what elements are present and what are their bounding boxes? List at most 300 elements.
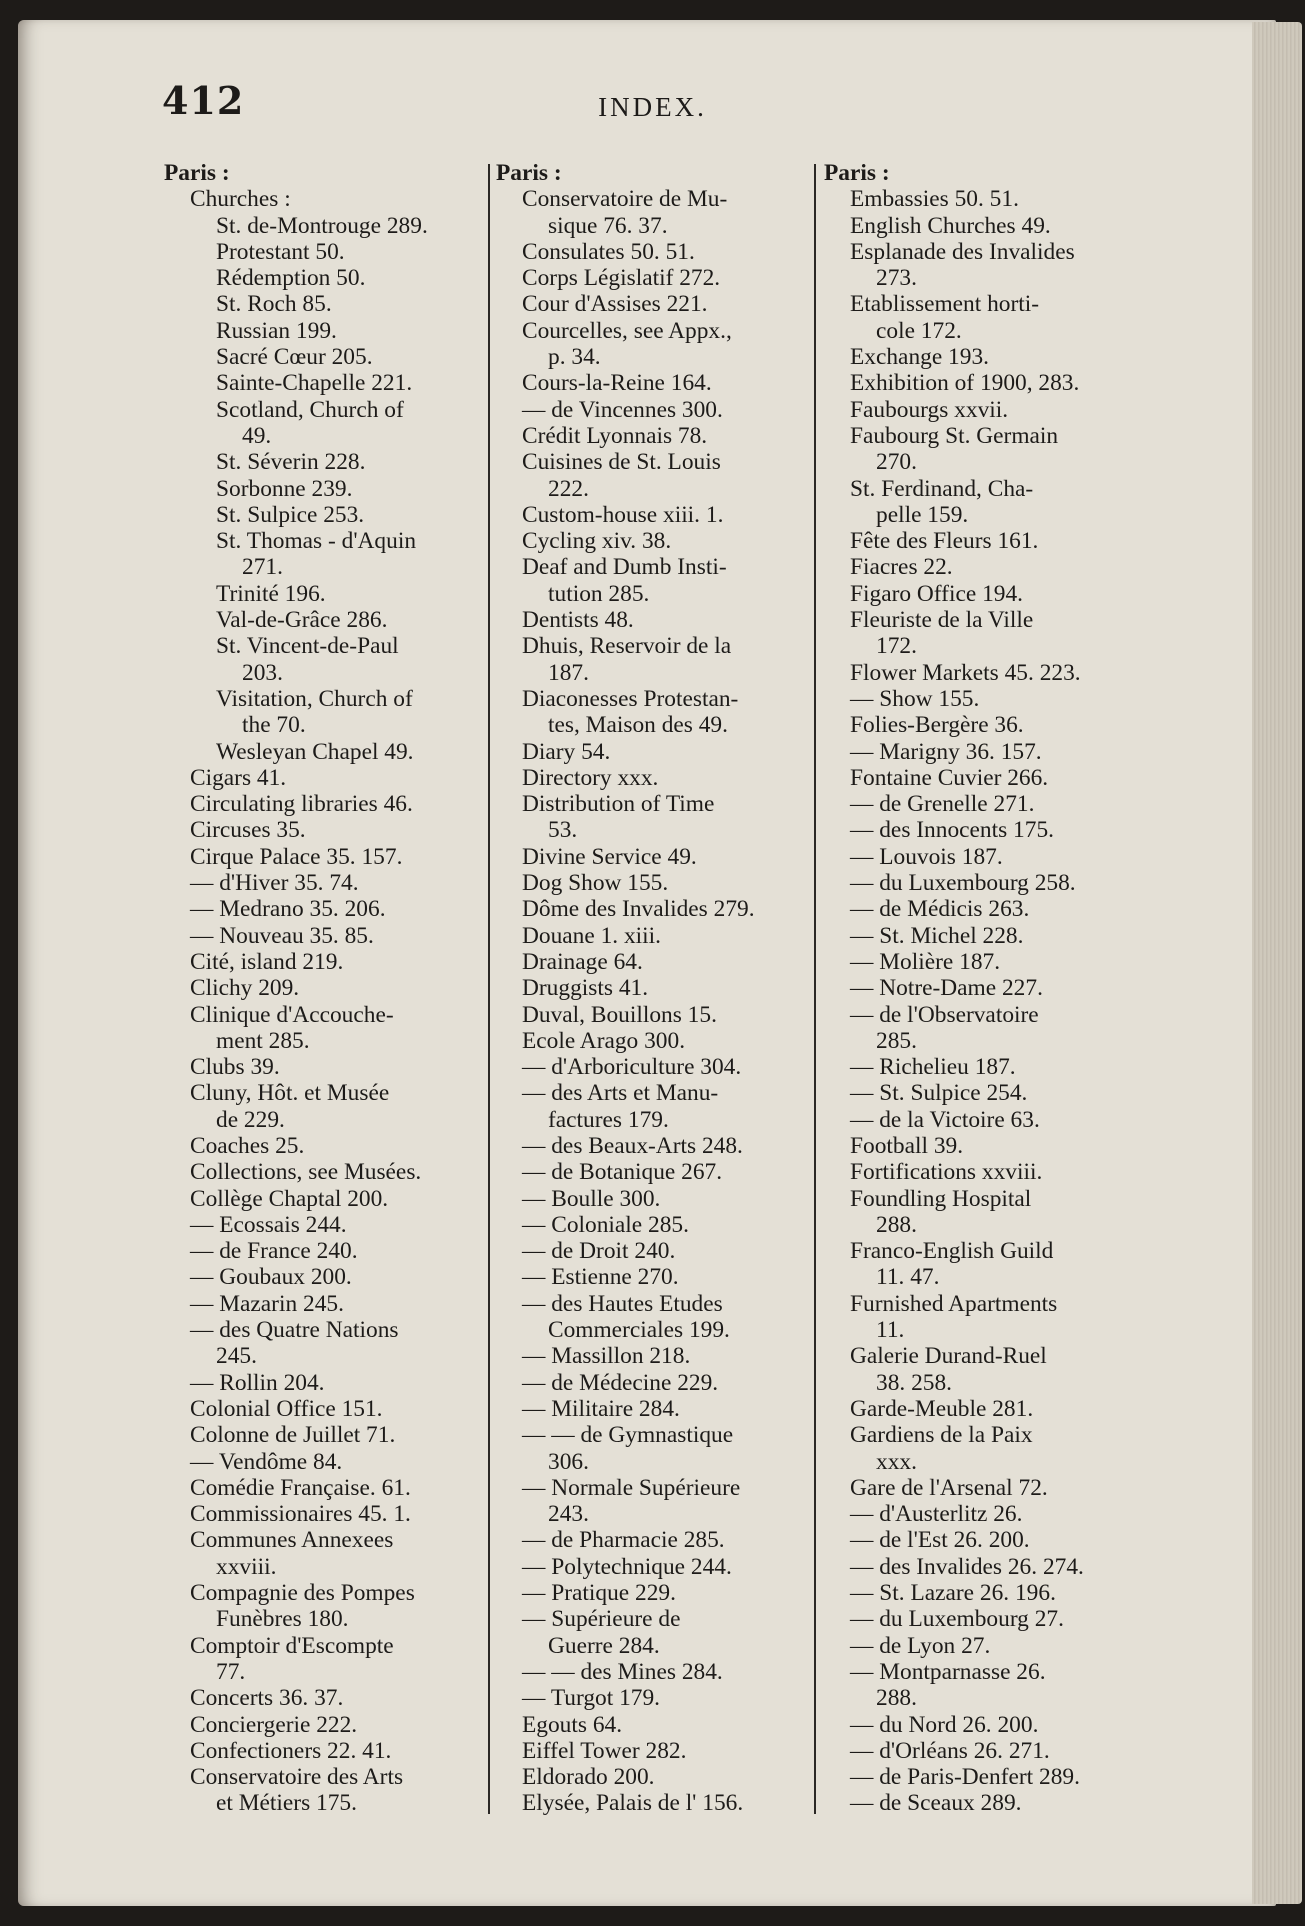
entry-line: — Marigny 36. 157. [850,738,1042,765]
entry-line: Cours-la-Reine 164. [522,370,712,397]
index-entry [494,607,824,633]
index-entry [162,817,492,843]
index-entry [162,896,492,922]
index-entry [494,1291,824,1344]
entry-line: Douane 1. xiii. [522,922,662,949]
index-entry [494,1186,824,1212]
entry-line: — Montparnasse 26. [850,1658,1046,1685]
index-entry [822,1659,1152,1712]
entry-line: Egouts 64. [522,1711,623,1738]
index-entry [494,791,824,844]
entry-line: — du Luxembourg 27. [850,1606,1064,1633]
index-entry [494,1764,824,1790]
index-entry [494,265,824,291]
index-entry [822,1790,1152,1816]
entry-line: St. Thomas - d'Aquin [216,528,417,555]
index-entry [162,1264,492,1290]
entry-continuation: 49. [242,422,272,449]
index-entry [162,476,492,502]
entry-line: — Notre-Dame 227. [850,975,1043,1002]
index-entry [494,239,824,265]
entry-line: — Mazarin 245. [190,1290,344,1317]
index-entry [162,1712,492,1738]
index-entry [162,1475,492,1501]
index-entry [162,502,492,528]
column-heading: Paris : [164,160,230,186]
entry-line: — de France 240. [190,1238,358,1265]
entry-line: St. Sulpice 253. [216,501,365,528]
entry-continuation: tes, Maison des 49. [548,712,728,739]
entry-line: Flower Markets 45. 223. [850,659,1081,686]
entry-line: Val-de-Grâce 286. [216,607,388,634]
index-entry [822,1054,1152,1080]
index-entry [822,1606,1152,1632]
index-entry [822,1475,1152,1501]
index-entry [162,1080,492,1133]
index-entry [822,423,1152,476]
entry-line: — de Botanique 267. [522,1159,723,1186]
entry-line: — — de Gymnastique [522,1422,734,1449]
entry-line: Coaches 25. [190,1132,305,1159]
entry-line: — Goubaux 200. [190,1264,352,1291]
entry-line: — de Pharmacie 285. [522,1527,725,1554]
index-entry [162,1685,492,1711]
entry-continuation: sique 76. 37. [548,212,668,239]
index-entry [494,1606,824,1659]
index-entry [822,1712,1152,1738]
index-entry [162,1212,492,1238]
index-entry [162,1764,492,1817]
entry-line: Deaf and Dumb Insti- [522,554,727,581]
entry-continuation: 245. [216,1343,257,1370]
entry-line: Dog Show 155. [522,870,669,897]
entry-line: Dhuis, Reservoir de la [522,633,732,660]
index-entry [822,1186,1152,1239]
entry-line: — de Médecine 229. [522,1369,719,1396]
index-entry [822,870,1152,896]
index-entry [494,1264,824,1290]
entry-line: Comédie Française. 61. [190,1474,411,1501]
index-entry [162,791,492,817]
index-entry [494,739,824,765]
entry-line: St. Séverin 228. [216,449,366,476]
index-entry [822,213,1152,239]
entry-continuation: de 229. [216,1106,285,1133]
entry-line: — St. Lazare 26. 196. [850,1580,1056,1607]
entry-continuation: Commerciales 199. [548,1317,730,1344]
index-entry [494,1422,824,1475]
index-entry [162,1054,492,1080]
index-entry [822,344,1152,370]
entry-line: Dôme des Invalides 279. [522,896,755,923]
entry-line: Sainte-Chapelle 221. [216,370,413,397]
column-rule [814,164,816,1814]
index-entry [162,1527,492,1580]
index-entry [822,581,1152,607]
index-entry [822,1554,1152,1580]
index-entry [822,1501,1152,1527]
index-entry [162,633,492,686]
index-entry [822,1527,1152,1553]
index-entry [822,817,1152,843]
index-entry [162,397,492,450]
index-entry [494,975,824,1001]
entry-continuation: 273. [876,265,917,292]
entry-continuation: 187. [548,659,589,686]
entry-line: Exhibition of 1900, 283. [850,370,1080,397]
entry-line: — de la Victoire 63. [850,1106,1040,1133]
index-entry [162,975,492,1001]
index-entry [494,502,824,528]
index-entry [162,949,492,975]
entry-line: — des Invalides 26. 274. [850,1553,1084,1580]
entry-continuation: 172. [876,633,917,660]
entry-line: Furnished Apartments [850,1290,1058,1317]
index-entry [822,1107,1152,1133]
index-entry [494,291,824,317]
index-entry [822,528,1152,554]
index-entry [162,1238,492,1264]
entry-line: — St. Sulpice 254. [850,1080,1028,1107]
index-entry [162,1449,492,1475]
entry-line: — Molière 187. [850,948,1001,975]
entry-line: Cigars 41. [190,764,287,791]
entry-line: Circulating libraries 46. [190,791,413,818]
index-entry [822,1002,1152,1055]
entry-line: Fiacres 22. [850,554,953,581]
entry-line: Fête des Fleurs 161. [850,528,1039,555]
entry-line: Football 39. [850,1132,964,1159]
entry-line: Cycling xiv. 38. [522,528,672,555]
index-column-3 [822,160,1152,1817]
entry-line: Sacré Cœur 205. [216,344,373,371]
index-entry [162,344,492,370]
entry-continuation: tution 285. [548,580,650,607]
entry-line: Embassies 50. 51. [850,186,1019,213]
index-entry [822,712,1152,738]
index-entry [822,765,1152,791]
index-column-1 [162,160,492,1817]
entry-line: Conciergerie 222. [190,1711,358,1738]
index-entry [822,1343,1152,1396]
index-entry [162,1291,492,1317]
entry-continuation: 288. [876,1685,917,1712]
entry-line: Dentists 48. [522,607,634,634]
entry-line: — du Nord 26. 200. [850,1711,1039,1738]
entry-line: — Vendôme 84. [190,1448,343,1475]
index-entry [494,633,824,686]
entry-line: — Show 155. [850,685,980,712]
entry-line: Folies-Bergère 36. [850,712,1024,739]
index-entry [822,476,1152,529]
index-entry [494,844,824,870]
index-entry [162,291,492,317]
entry-line: Churches : [190,186,291,213]
index-entry [822,1764,1152,1790]
entry-line: — Turgot 179. [522,1685,661,1712]
entry-continuation: 53. [548,817,578,844]
index-entry [162,528,492,581]
entry-line: Collège Chaptal 200. [190,1185,389,1212]
index-entry [162,370,492,396]
entry-continuation: 11. [876,1317,905,1344]
index-entry [822,1738,1152,1764]
entry-line: — Normale Supérieure [522,1474,741,1501]
entry-line: — de Sceaux 289. [850,1790,1022,1817]
entry-line: Drainage 64. [522,948,643,975]
entry-line: — d'Orléans 26. 271. [850,1737,1050,1764]
entry-line: Eiffel Tower 282. [522,1737,687,1764]
entry-line: Fleuriste de la Ville [850,607,1034,634]
index-entry [494,896,824,922]
index-entry [162,1002,492,1055]
index-entry [494,449,824,502]
index-entry [162,1370,492,1396]
entry-line: Conservatoire de Mu- [522,186,728,213]
entry-continuation: p. 34. [548,344,601,371]
index-entry [822,554,1152,580]
entry-continuation: ment 285. [216,1027,310,1054]
entry-line: Confectioners 22. 41. [190,1737,392,1764]
column-heading: Paris : [496,160,562,186]
index-entry [822,186,1152,212]
index-entry [162,1159,492,1185]
index-entry [494,1580,824,1606]
entry-continuation: 38. 258. [876,1369,953,1396]
index-column-2 [494,160,824,1817]
entry-line: Cirque Palace 35. 157. [190,843,403,870]
entry-line: Figaro Office 194. [850,580,1024,607]
entry-line: — de Vincennes 300. [522,396,723,423]
entry-line: — des Quatre Nations [190,1317,399,1344]
entry-line: — Supérieure de [522,1606,681,1633]
index-entry [822,1080,1152,1106]
entry-line: English Churches 49. [850,212,1051,239]
entry-line: Divine Service 49. [522,843,697,870]
entry-continuation: 243. [548,1501,589,1528]
index-entry [162,581,492,607]
index-entry [494,1396,824,1422]
index-entry [494,1002,824,1028]
entry-line: Colonial Office 151. [190,1395,383,1422]
entry-line: Clubs 39. [190,1054,280,1081]
index-entry [494,370,824,396]
entry-line: — de l'Est 26. 200. [850,1527,1030,1554]
index-entry [822,1633,1152,1659]
index-entry [822,660,1152,686]
entry-line: St. Vincent-de-Paul [216,633,399,660]
index-entry [162,318,492,344]
entry-line: Clinique d'Accouche- [190,1001,394,1028]
entry-line: Cité, island 219. [190,948,344,975]
entry-line: — Rollin 204. [190,1369,325,1396]
entry-line: Corps Législatif 272. [522,265,721,292]
entry-continuation: xxviii. [216,1553,277,1580]
index-entry [822,397,1152,423]
entry-line: St. de-Montrouge 289. [216,212,428,239]
index-entry [494,1080,824,1133]
index-entry [494,1738,824,1764]
entry-line: Circuses 35. [190,817,306,844]
index-entry [494,1527,824,1553]
entry-line: Russian 199. [216,317,337,344]
entry-line: Druggists 41. [522,975,649,1002]
entry-line: Cour d'Assises 221. [522,291,708,318]
entry-line: Gare de l'Arsenal 72. [850,1474,1048,1501]
entry-continuation: pelle 159. [876,501,969,528]
page-number: 412 [162,78,245,123]
entry-continuation: 222. [548,475,589,502]
index-entry [494,1159,824,1185]
entry-line: Diary 54. [522,738,611,765]
entry-line: Cuisines de St. Louis [522,449,721,476]
index-entry [162,844,492,870]
index-entry [494,686,824,739]
index-entry [822,896,1152,922]
running-head: INDEX. [598,92,707,122]
index-entry [494,1712,824,1738]
entry-continuation: 11. 47. [876,1264,940,1291]
entry-continuation: the 70. [242,712,306,739]
entry-line: Gardiens de la Paix [850,1422,1033,1449]
entry-line: Concerts 36. 37. [190,1685,344,1712]
entry-continuation: 288. [876,1211,917,1238]
index-entry [162,1133,492,1159]
index-entry [162,1396,492,1422]
index-entry [494,1343,824,1369]
index-entry [822,1422,1152,1475]
entry-line: Eldorado 200. [522,1764,655,1791]
entry-line: Etablissement horti- [850,291,1040,318]
entry-line: Distribution of Time [522,791,715,818]
index-entry [162,923,492,949]
index-entry [162,186,492,212]
entry-line: Colonne de Juillet 71. [190,1422,396,1449]
entry-line: Foundling Hospital [850,1185,1032,1212]
entry-line: — de Droit 240. [522,1238,676,1265]
index-entry [162,1501,492,1527]
index-entry [822,370,1152,396]
index-entry [494,870,824,896]
entry-line: Custom-house xiii. 1. [522,501,724,528]
entry-line: Franco-English Guild [850,1238,1054,1265]
entry-line: Elysée, Palais de l' 156. [522,1790,744,1817]
entry-continuation: factures 179. [548,1106,669,1133]
entry-line: — de Lyon 27. [850,1632,991,1659]
index-entry [494,397,824,423]
index-entry [494,1659,824,1685]
index-entry [822,923,1152,949]
index-entry [494,318,824,371]
entry-continuation: 77. [216,1658,246,1685]
index-entry [162,213,492,239]
entry-line: Exchange 193. [850,344,989,371]
index-entry [822,1238,1152,1291]
entry-line: — St. Michel 228. [850,922,1024,949]
entry-line: — de l'Observatoire [850,1001,1039,1028]
index-entry [494,423,824,449]
entry-line: — d'Arboriculture 304. [522,1054,742,1081]
index-entry [494,1054,824,1080]
entry-line: — de Grenelle 271. [850,791,1035,818]
index-entry [494,528,824,554]
entry-continuation: 203. [242,659,283,686]
index-entry [162,1422,492,1448]
entry-line: Consulates 50. 51. [522,238,695,265]
index-entry [162,265,492,291]
index-entry [494,765,824,791]
index-entry [494,923,824,949]
entry-line: Conservatoire des Arts [190,1764,404,1791]
entry-line: Protestant 50. [216,238,345,265]
index-entry [822,739,1152,765]
index-entry [822,686,1152,712]
entry-line: Visitation, Church of [216,685,413,712]
index-entry [494,1212,824,1238]
index-entry [494,1475,824,1528]
entry-line: — Medrano 35. 206. [190,896,386,923]
entry-continuation: 285. [876,1027,917,1054]
index-entry [822,1159,1152,1185]
entry-line: Rédemption 50. [216,265,366,292]
index-entry [162,1317,492,1370]
index-entry [494,1238,824,1264]
entry-line: — Massillon 218. [522,1343,691,1370]
entry-line: St. Ferdinand, Cha- [850,475,1034,502]
index-entry [494,186,824,239]
index-entry [822,239,1152,292]
index-entry [162,870,492,896]
index-entry [494,1028,824,1054]
index-entry [822,791,1152,817]
entry-line: — des Hautes Etudes [522,1290,723,1317]
index-entry [162,765,492,791]
entry-line: — Boulle 300. [522,1185,661,1212]
entry-continuation: Funèbres 180. [216,1606,349,1633]
index-entry [822,1396,1152,1422]
entry-line: — des Arts et Manu- [522,1080,719,1107]
entry-line: — d'Austerlitz 26. [850,1501,1023,1528]
entry-line: Cluny, Hôt. et Musée [190,1080,390,1107]
column-heading: Paris : [824,160,890,186]
index-entry [162,739,492,765]
entry-line: — Militaire 284. [522,1395,680,1422]
entry-line: Fontaine Cuvier 266. [850,764,1049,791]
index-entry [494,1554,824,1580]
page-edges [1252,22,1302,1904]
index-entry [162,607,492,633]
index-entry [162,239,492,265]
entry-continuation: et Métiers 175. [216,1790,357,1817]
index-entry [822,607,1152,660]
entry-line: Directory xxx. [522,764,659,791]
entry-line: — Ecossais 244. [190,1211,347,1238]
entry-line: Crédit Lyonnais 78. [522,422,708,449]
index-entry [162,449,492,475]
entry-line: Faubourg St. Germain [850,422,1059,449]
entry-line: Scotland, Church of [216,396,404,423]
index-entry [494,1790,824,1816]
index-entry [822,844,1152,870]
index-entry [494,554,824,607]
entry-line: Esplanade des Invalides [850,238,1075,265]
index-entry [494,1370,824,1396]
index-entry [822,1580,1152,1606]
entry-line: — Nouveau 35. 85. [190,922,374,949]
column-rule [488,164,490,1814]
entry-line: — Pratique 229. [522,1580,676,1607]
index-entry [494,949,824,975]
